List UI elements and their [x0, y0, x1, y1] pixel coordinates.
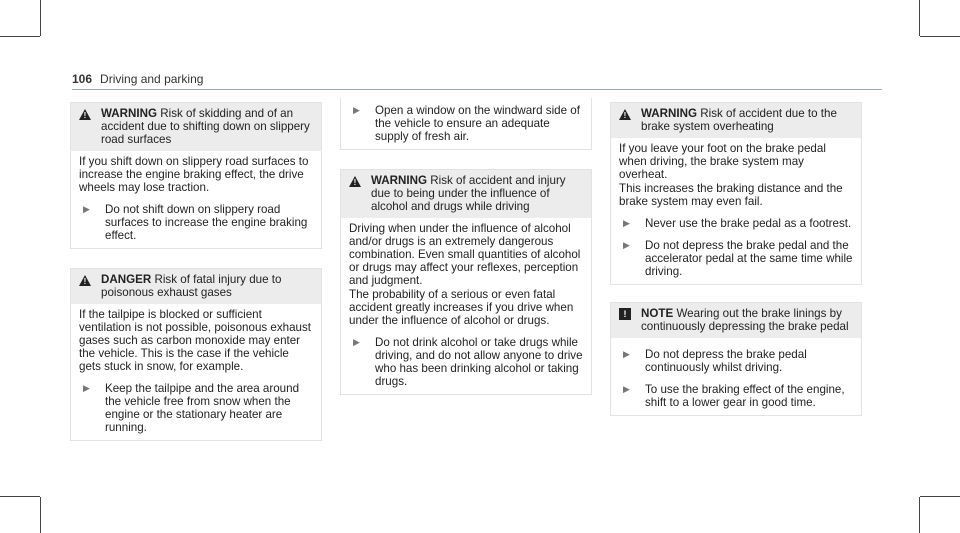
warning-header	[341, 170, 591, 218]
warning-body	[341, 218, 591, 394]
list-item	[349, 336, 583, 388]
note-header	[611, 303, 861, 338]
column-1	[70, 102, 322, 458]
step-arrow-icon: ▶	[83, 204, 90, 214]
danger-text: If the tailpipe is blocked or sufficient ventilation is not possible, poisonous exhaust gases such as carbon monoxide may enter the vehicle. This is the case if the vehicle gets stuck in snow, for example.	[79, 308, 312, 373]
header-rule	[72, 89, 882, 90]
step-arrow-icon: ▶	[353, 105, 360, 115]
warning-keyword: WARNING	[101, 107, 158, 120]
column-3	[610, 102, 862, 433]
warning-text: If you shift down on slippery road surfaces to increase the engine braking effect, the drive wheels may lose traction.	[79, 155, 309, 194]
warning-heading: Risk of accident due to the brake system overheating	[641, 107, 837, 133]
crop-mark	[40, 497, 41, 533]
crop-mark	[919, 0, 920, 36]
note-exclamation-icon: !	[619, 307, 641, 321]
crop-mark	[920, 36, 960, 37]
warning-header	[71, 103, 321, 151]
warning-triangle-icon: !	[79, 107, 101, 121]
step-arrow-icon: ▶	[353, 337, 360, 347]
warning-text: The probability of a serious or even fatal accident greatly increases if you drive when under the influence of alcohol or drugs.	[349, 288, 574, 327]
continuation-box	[340, 98, 592, 150]
list-item	[619, 217, 853, 230]
warning-text: Driving when under the influence of alcohol and/or drugs is an extremely dangerous combination. Even small quantities of alcohol or drugs may affect your reflexes, perception and judgment.	[349, 222, 581, 287]
note-keyword: NOTE	[641, 307, 674, 320]
warning-keyword: WARNING	[371, 174, 428, 187]
warning-box-alcohol	[340, 169, 592, 395]
list-item	[349, 104, 583, 143]
list-item	[79, 382, 313, 434]
step-text: Keep the tailpipe and the area around the vehicle free from snow when the engine or the stationary heater are running.	[105, 382, 300, 434]
warning-body	[71, 151, 321, 248]
step-arrow-icon: ▶	[623, 240, 630, 250]
step-arrow-icon: ▶	[623, 384, 630, 394]
warning-heading: Risk of skidding and of an accident due to shifting down on slippery road surfaces	[101, 107, 310, 146]
warning-triangle-icon: !	[79, 273, 101, 287]
note-heading: Wearing out the brake linings by continuously depressing the brake pedal	[641, 307, 849, 333]
step-arrow-icon: ▶	[623, 349, 630, 359]
danger-heading: Risk of fatal injury due to poisonous exhaust gases	[101, 273, 282, 299]
step-text: Do not depress the brake pedal and the accelerator pedal at the same time while driving.	[645, 239, 853, 278]
crop-mark	[40, 0, 41, 36]
column-2	[340, 98, 592, 412]
warning-keyword: WARNING	[641, 107, 698, 120]
step-text: Do not drink alcohol or take drugs while driving, and do not allow anyone to drive who has been drinking alcohol or taking drugs.	[375, 336, 583, 388]
crop-mark	[0, 36, 40, 37]
warning-heading: Risk of accident and injury due to being under the influence of alcohol and drugs while driving	[371, 174, 566, 213]
page-header	[72, 72, 203, 86]
step-text: Do not shift down on slippery road surfaces to increase the engine braking effect.	[105, 203, 308, 242]
danger-header	[71, 269, 321, 304]
section-title: Driving and parking	[100, 72, 204, 86]
danger-keyword: DANGER	[101, 273, 152, 286]
warning-box-brake	[610, 102, 862, 285]
list-item	[619, 239, 853, 278]
warning-text: If you leave your foot on the brake pedal when driving, the brake system may overheat.	[619, 142, 826, 181]
step-text: Never use the brake pedal as a footrest.	[645, 217, 852, 230]
list-item	[79, 203, 313, 242]
step-text: Open a window on the windward side of the vehicle to ensure an adequate supply of fresh air.	[375, 104, 580, 143]
danger-box-exhaust	[70, 268, 322, 441]
warning-header	[611, 103, 861, 138]
warning-box-skidding	[70, 102, 322, 249]
crop-mark	[0, 496, 40, 497]
page-number: 106	[72, 72, 93, 86]
crop-mark	[920, 496, 960, 497]
step-text: Do not depress the brake pedal continuously whilst driving.	[645, 348, 807, 374]
list-item	[619, 383, 853, 409]
warning-triangle-icon: !	[349, 174, 371, 188]
note-box-brake-linings	[610, 302, 862, 416]
step-text: To use the braking effect of the engine, shift to a lower gear in good time.	[645, 383, 845, 409]
danger-body	[71, 304, 321, 440]
crop-mark	[919, 497, 920, 533]
warning-triangle-icon: !	[619, 107, 641, 121]
list-item	[619, 348, 853, 374]
step-arrow-icon: ▶	[623, 218, 630, 228]
warning-body	[611, 138, 861, 284]
note-body	[611, 338, 861, 415]
step-arrow-icon: ▶	[83, 383, 90, 393]
warning-text: This increases the braking distance and the brake system may even fail.	[619, 182, 843, 208]
